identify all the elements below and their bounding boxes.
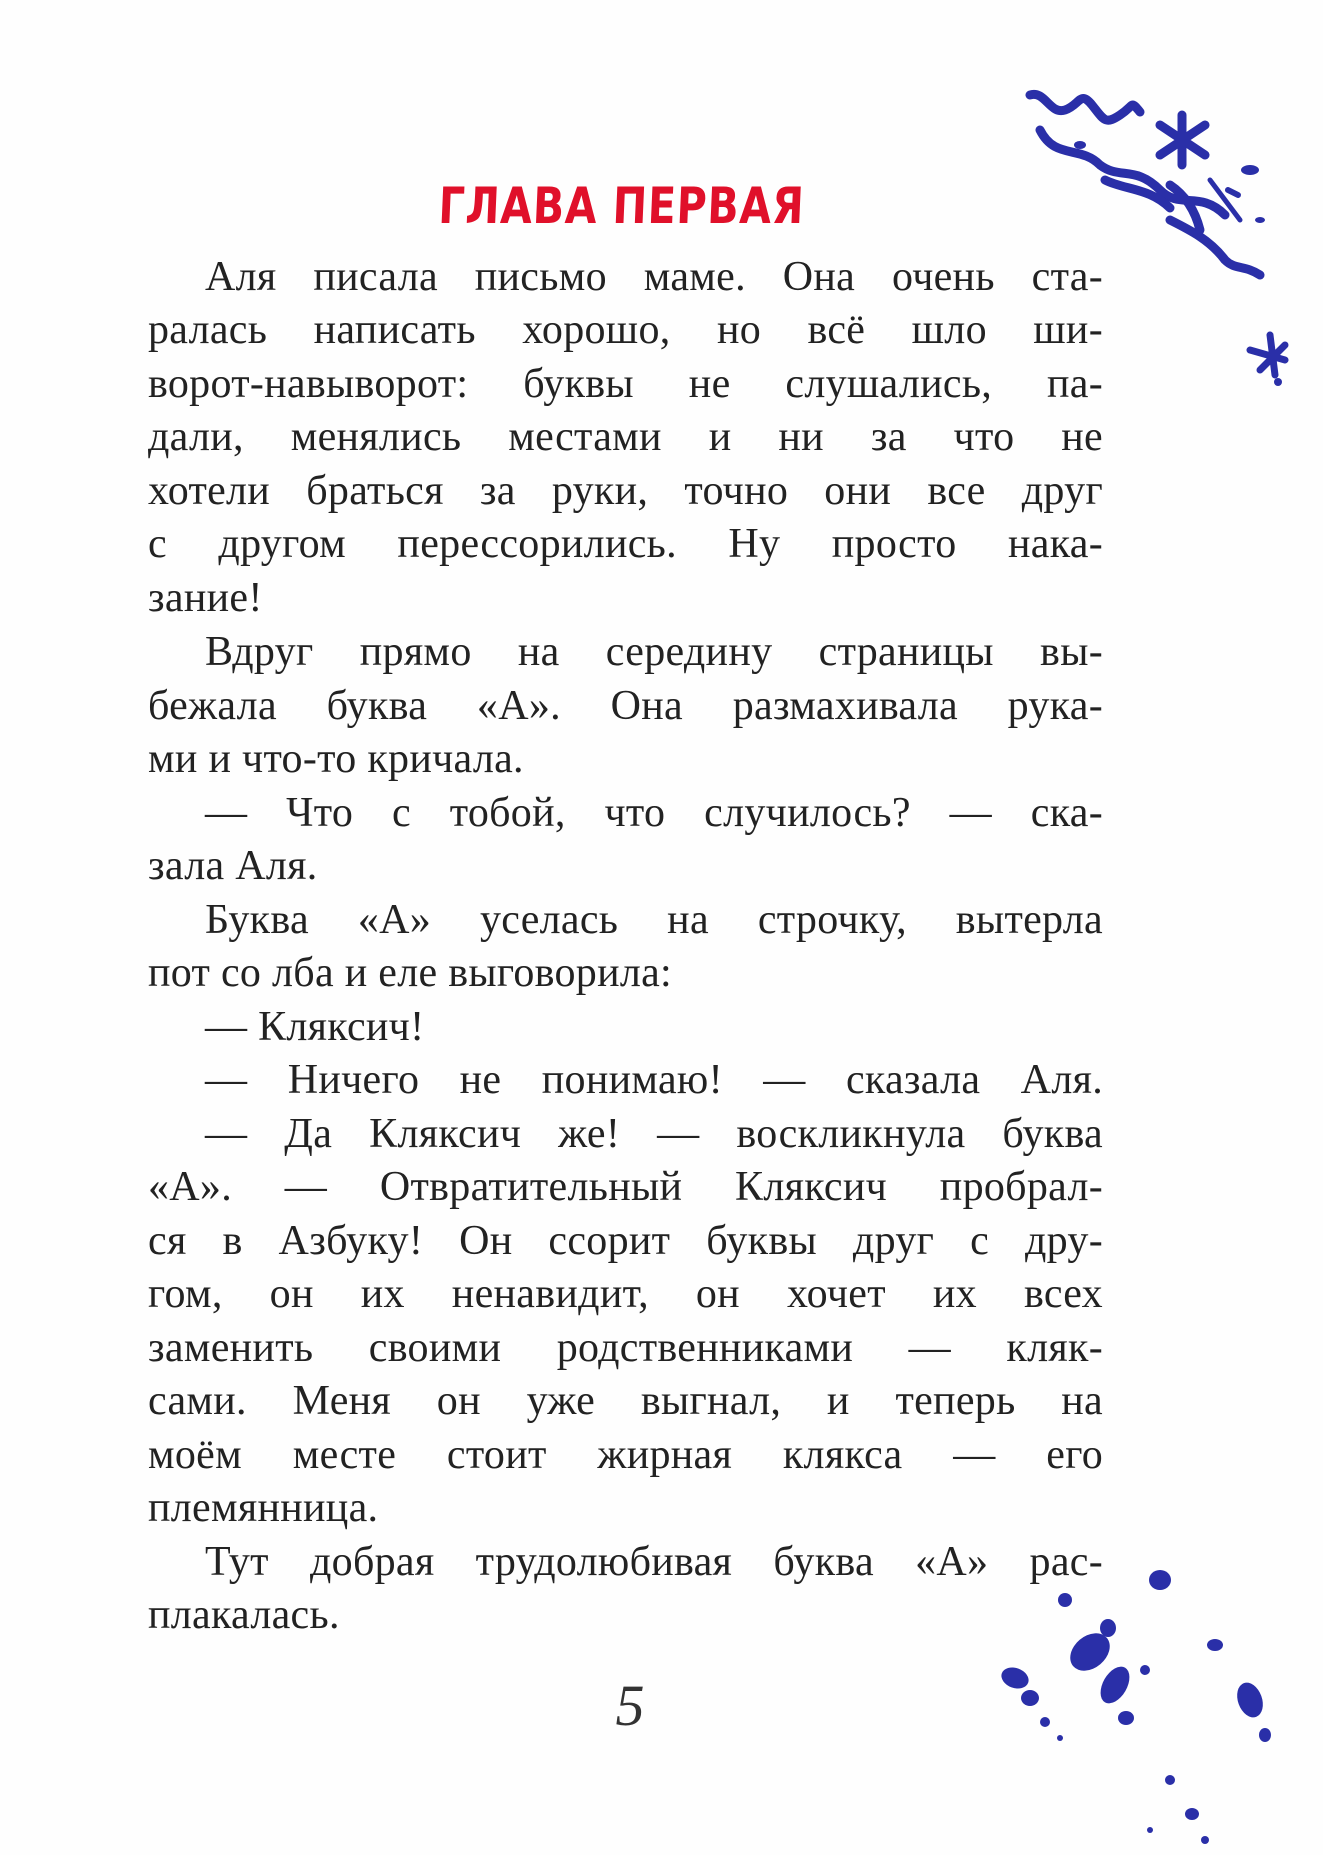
text-line: сами. Меня он уже выгнал, и теперь на <box>148 1378 1103 1424</box>
text-line: — Да Кляксич же! — воскликнула буква <box>205 1111 1103 1157</box>
text-line: — Ничего не понимаю! — сказала Аля. <box>205 1057 1103 1103</box>
text-line: ралась написать хорошо, но всё шло ши- <box>148 307 1103 353</box>
text-line: Вдруг прямо на середину страницы вы- <box>205 629 1103 675</box>
text-line: Буква «А» уселась на строчку, вытерла <box>205 897 1103 943</box>
page-number: 5 <box>615 1673 645 1738</box>
text-line: зала Аля. <box>148 843 318 889</box>
text-line: — Что с тобой, что случилось? — ска- <box>205 790 1103 836</box>
text-line: бежала буква «А». Она размахивала рука- <box>148 683 1103 729</box>
text-line: плакалась. <box>148 1592 340 1638</box>
text-line: Аля писала письмо маме. Она очень ста- <box>205 254 1103 300</box>
chapter-title: ГЛАВА ПЕРВАЯ <box>437 176 806 235</box>
text-line: хотели браться за руки, точно они все друг <box>148 468 1103 514</box>
text-line: Тут добрая трудолюбивая буква «А» рас- <box>205 1539 1103 1585</box>
text-line: — Кляксич! <box>205 1004 425 1050</box>
text-line: заменить своими родственниками — кляк- <box>148 1325 1103 1371</box>
text-line: дали, менялись местами и ни за что не <box>148 414 1103 460</box>
text-line: «А». — Отвратительный Кляксич пробрал- <box>148 1164 1103 1210</box>
text-line: ми и что-то кричала. <box>148 736 524 782</box>
text-line: пот со лба и еле выговорила: <box>148 950 673 996</box>
ink-star-mark <box>1240 320 1320 400</box>
text-line: ся в Азбуку! Он ссорит буквы друг с дру- <box>148 1218 1103 1264</box>
text-line: гом, он их ненавидит, он хочет их всех <box>148 1271 1103 1317</box>
ink-splatter-icon <box>940 1560 1323 1855</box>
text-line: моём месте стоит жирная клякса — его <box>148 1432 1103 1478</box>
text-line: с другом перессорились. Ну просто нака- <box>148 521 1103 567</box>
text-line: племянница. <box>148 1485 379 1531</box>
text-line: зание! <box>148 575 263 621</box>
text-line: ворот-навыворот: буквы не слушались, па- <box>148 361 1103 407</box>
